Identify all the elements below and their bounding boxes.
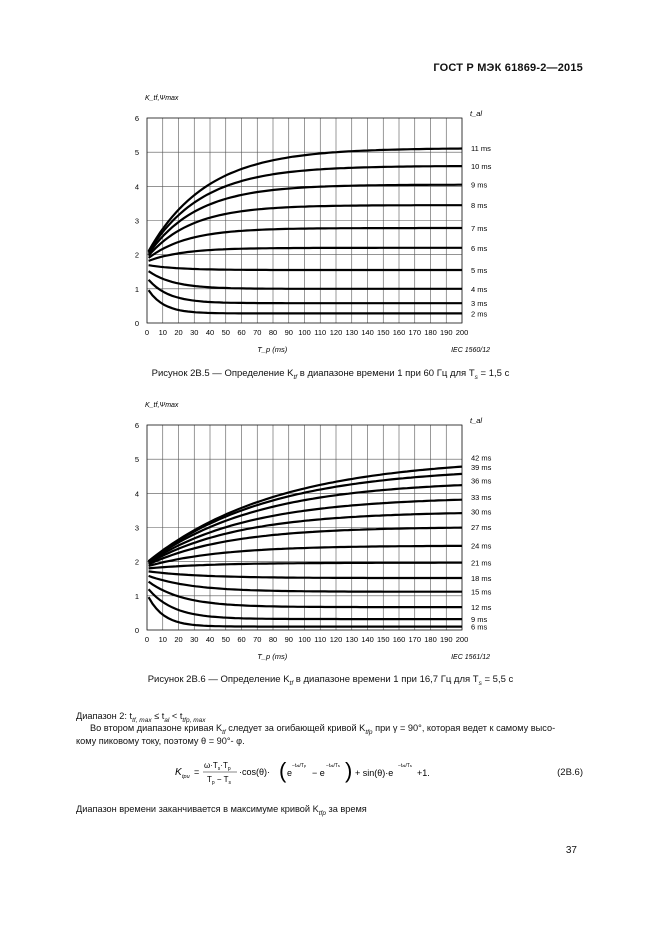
- x-tick-label: 0: [144, 635, 150, 644]
- x-tick-label: 60: [237, 635, 246, 644]
- series-label: 8 ms: [471, 201, 488, 211]
- x-tick-label: 10: [158, 328, 167, 337]
- x-tick-label: 50: [221, 328, 230, 337]
- y-tick-label: 4: [134, 182, 139, 192]
- series-label: 3 ms: [471, 299, 488, 309]
- right-axis-label: t_al: [470, 416, 483, 425]
- equation-number: (2В.6): [557, 767, 583, 778]
- x-tick-label: 170: [408, 635, 422, 644]
- series-label: 9 ms: [471, 615, 488, 625]
- figure-source: IEC 1560/12: [451, 347, 490, 354]
- svg-text:(: (: [279, 758, 287, 783]
- paragraph-range-end: Диапазон времени заканчивается в максимуме кривой $K_{tfp}$ за время: [76, 804, 367, 817]
- range-heading: Диапазон 2: $t_{tf, max} \le t_{al} < t_{tfp, max}$: [76, 711, 206, 724]
- x-tick-label: 20: [174, 328, 183, 337]
- series-label: 7 ms: [471, 224, 488, 234]
- x-tick-label: 200: [455, 328, 469, 337]
- series-label: 4 ms: [471, 284, 488, 294]
- series-label: 42 ms: [471, 453, 492, 463]
- x-tick-label: 140: [361, 328, 374, 337]
- x-tick-label: 100: [298, 635, 311, 644]
- y-tick-label: 3: [134, 523, 139, 533]
- x-tick-label: 200: [455, 635, 469, 644]
- equation-2b6: [175, 755, 585, 795]
- x-tick-label: 90: [284, 328, 293, 337]
- x-tick-label: 20: [174, 635, 183, 644]
- x-tick-label: 80: [268, 635, 278, 644]
- y-axis-label: K_tf,Ψmax: [145, 95, 179, 102]
- y-tick-label: 3: [134, 216, 139, 226]
- series-label: 6 ms: [471, 243, 488, 253]
- series-label: 24 ms: [471, 541, 492, 551]
- x-tick-label: 140: [361, 635, 374, 644]
- y-tick-label: 4: [134, 489, 139, 499]
- series-label: 12 ms: [471, 603, 492, 613]
- series-label: 30 ms: [471, 507, 492, 517]
- x-tick-label: 180: [424, 635, 437, 644]
- y-tick-label: 5: [134, 148, 139, 158]
- x-tick-label: 70: [253, 328, 262, 337]
- document-header: ГОСТ Р МЭК 61869-2—2015: [433, 62, 583, 74]
- series-label: 39 ms: [471, 463, 492, 473]
- y-tick-label: 6: [134, 421, 139, 430]
- series-label: 27 ms: [471, 522, 492, 532]
- series-label: 10 ms: [471, 161, 492, 171]
- figure-source: IEC 1561/12: [451, 654, 490, 661]
- x-tick-label: 50: [221, 635, 230, 644]
- y-tick-label: 5: [134, 455, 139, 465]
- y-tick-label: 1: [134, 284, 139, 294]
- page-number: 37: [565, 845, 577, 856]
- x-tick-label: 60: [237, 328, 246, 337]
- svg-text:Tp − Ts: $T_p - T_s$: [207, 775, 232, 786]
- x-tick-label: 0: [144, 328, 150, 337]
- series-label: 6 ms: [471, 622, 488, 632]
- x-tick-label: 100: [298, 328, 311, 337]
- paragraph-envelope-line2: кому пиковому току, поэтому θ = 90°- φ.: [76, 736, 245, 746]
- x-tick-label: 40: [205, 635, 215, 644]
- x-tick-label: 40: [205, 328, 215, 337]
- svg-text:− e: − e: [312, 768, 325, 778]
- series-label: 2 ms: [471, 309, 488, 319]
- y-axis-label: K_tf,Ψmax: [145, 402, 179, 409]
- x-tick-label: 130: [345, 328, 359, 337]
- y-tick-label: 6: [134, 114, 139, 123]
- x-tick-label: 170: [408, 328, 422, 337]
- svg-text:·cos(θ)·: ·cos(θ)·: [239, 767, 270, 777]
- eq-lhs-sub: tpu: [182, 774, 190, 780]
- svg-text:+ sin(θ)·e: + sin(θ)·e: [355, 768, 394, 778]
- series-label: 33 ms: [471, 492, 492, 502]
- x-tick-label: 150: [376, 635, 390, 644]
- svg-text:=: =: [194, 767, 200, 777]
- x-tick-label: 90: [284, 635, 293, 644]
- svg-text:): ): [345, 758, 353, 783]
- svg-text:ω·Ts·Tp: $\omega\cdot T_s\cdot T_p$: [204, 761, 231, 772]
- x-axis-label: T_p (ms): [257, 652, 288, 661]
- x-axis-label: T_p (ms): [257, 345, 288, 354]
- x-tick-label: 120: [329, 328, 343, 337]
- series-label: 21 ms: [471, 558, 492, 568]
- chart-figure-2b6: [0, 392, 661, 667]
- eq-lhs: K: [175, 767, 182, 778]
- series-label: 11 ms: [471, 144, 491, 154]
- series-label: 36 ms: [471, 476, 492, 486]
- series-label: 9 ms: [471, 180, 488, 190]
- x-tick-label: 160: [392, 635, 406, 644]
- x-tick-label: 150: [376, 328, 390, 337]
- y-tick-label: 2: [134, 250, 139, 260]
- x-tick-label: 190: [439, 328, 453, 337]
- x-tick-label: 190: [439, 635, 453, 644]
- x-tick-label: 180: [424, 328, 437, 337]
- y-tick-label: 1: [134, 591, 139, 601]
- x-tick-label: 30: [190, 328, 199, 337]
- y-tick-label: 2: [134, 557, 139, 567]
- svg-text:−tal/Tp: −tal/Tp: [292, 763, 307, 769]
- paragraph-envelope: Во втором диапазоне кривая $K_{tf}$ следует за огибающей кривой $K_{tfp}$ при γ = 90°, которая ведет к самому высо-: [90, 723, 556, 736]
- x-tick-label: 80: [268, 328, 278, 337]
- series-label: 18 ms: [471, 574, 492, 584]
- svg-text:−tal/Ts: −tal/Ts: [326, 763, 340, 769]
- series-label: 5 ms: [471, 266, 488, 276]
- y-tick-label: 0: [134, 626, 139, 635]
- right-axis-label: t_al: [470, 109, 483, 118]
- x-tick-label: 120: [329, 635, 343, 644]
- x-tick-label: 10: [158, 635, 167, 644]
- x-tick-label: 30: [190, 635, 199, 644]
- chart-figure-2b5: [0, 85, 661, 360]
- svg-text:e: e: [287, 768, 293, 778]
- x-tick-label: 110: [314, 328, 327, 337]
- x-tick-label: 110: [314, 635, 327, 644]
- caption-figure-2b6: Рисунок 2В.6 — Определение $K_{tf}$ в диапазоне времени 1 при 16,7 Гц для $T_s = 5,5$ с: [147, 674, 514, 687]
- x-tick-label: 130: [345, 635, 359, 644]
- caption-figure-2b5: Рисунок 2В.5 — Определение $K_{tf}$ в диапазоне времени 1 при 60 Гц для $T_s = 1,5$ с: [151, 368, 510, 381]
- x-tick-label: 160: [392, 328, 406, 337]
- x-tick-label: 70: [253, 635, 262, 644]
- svg-text:−tal/Ts: −tal/Ts: [398, 763, 412, 769]
- series-label: 15 ms: [471, 587, 492, 597]
- y-tick-label: 0: [134, 319, 139, 328]
- svg-text:+1.: +1.: [417, 768, 430, 778]
